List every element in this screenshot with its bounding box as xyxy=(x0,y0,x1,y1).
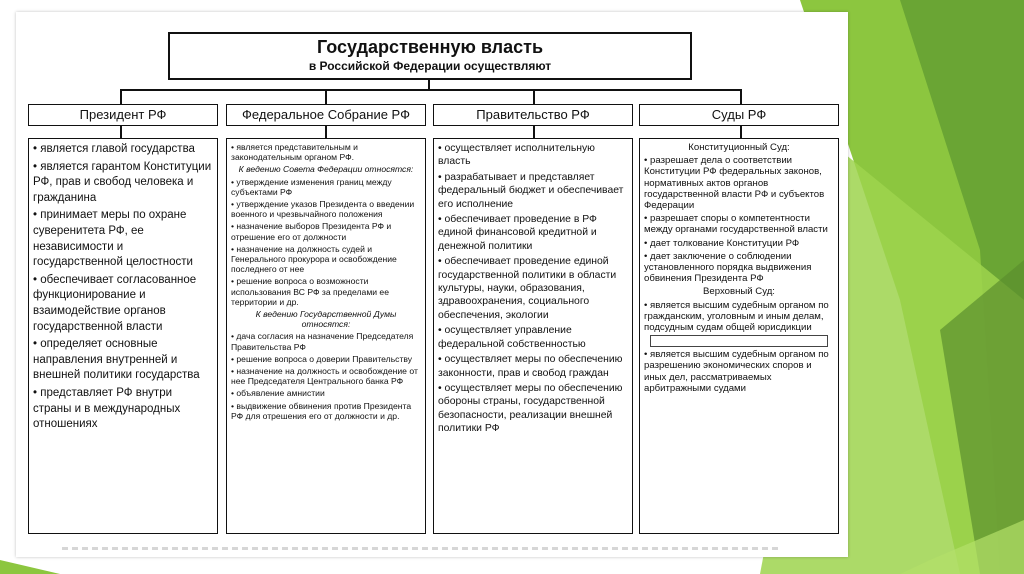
list-item: • выдвижение обвинения против Президента РФ для отрешения его от должности и др. xyxy=(231,400,412,421)
list-item: • разрабатывает и представляет федеральный бюджет и обеспечивает его исполнение xyxy=(438,171,624,210)
connector-horizontal xyxy=(120,89,740,91)
list-item: • является высшим судебным органом по разрешению экономических споров и иных дел, рассматриваемых арбитражными судами xyxy=(644,349,829,394)
constitutional-court-heading: Конституционный Суд: xyxy=(688,142,790,153)
connector-courts-body xyxy=(740,126,742,138)
blank-heading-box xyxy=(650,335,828,347)
list-item: • является представительным и законодательным органом РФ. xyxy=(231,142,358,163)
list-item: • представляет РФ внутри страны и в международных отношениях xyxy=(33,386,181,431)
list-item: • осуществляет управление федеральной собственностью xyxy=(438,325,586,350)
diagram-title-box xyxy=(168,32,692,80)
list-item: • является главой государства xyxy=(33,143,195,155)
faded-footer-text xyxy=(62,547,782,550)
list-item: • назначение на должность и освобождение от нее Председателя Центрального банка РФ xyxy=(231,366,418,387)
diagram-subtitle: в Российской Федерации осуществляют xyxy=(308,59,552,73)
connector-government xyxy=(533,89,535,105)
list-item: • обеспечивает проведение в РФ единой финансовой кредитной и денежной политики xyxy=(438,214,597,252)
list-item: • дает толкование Конституции РФ xyxy=(644,237,800,249)
heading-government: Правительство РФ xyxy=(433,104,633,126)
list-item: • разрешает дела о соответствии Конституции РФ федеральных законов, нормативных актов органов государственной власти РФ и субъектов Федерации xyxy=(644,155,825,212)
list-item: • назначение на должность судей и Генерального прокурора и освобождение последнего от нее xyxy=(231,243,397,275)
connector-assembly-body xyxy=(325,126,327,138)
list-item: • решение вопроса о доверии Правительству xyxy=(231,353,413,364)
list-item: • дает заключение о соблюдении установленного порядка выдвижения обвинения Президента РФ xyxy=(644,250,812,285)
list-item: • дача согласия на назначение Председателя Правительства РФ xyxy=(231,331,414,352)
list-item: • назначение выборов Президента РФ и отрешение его от должности xyxy=(231,221,392,242)
connector-courts xyxy=(740,89,742,105)
federal-assembly-powers-box xyxy=(226,138,426,534)
supreme-court-heading: Верховный Суд: xyxy=(703,286,775,298)
connector-president-body xyxy=(120,126,122,138)
list-item: • принимает меры по охране суверенитета РФ, ее независимости и государственной целостности xyxy=(33,209,193,269)
list-item: • осуществляет исполнительную власть xyxy=(438,143,595,168)
connector-government-body xyxy=(533,126,535,138)
list-item: • утверждение изменения границ между субъектами РФ xyxy=(231,176,392,197)
heading-president: Президент РФ xyxy=(28,104,218,126)
list-item: • утверждение указов Президента о введении военного и чрезвычайного положения xyxy=(231,199,415,220)
diagram-title: Государственную власть xyxy=(316,37,544,57)
list-item: • осуществляет меры по обеспечению законности, прав и свобод граждан xyxy=(438,354,623,379)
list-item: • объявление амнистии xyxy=(231,388,325,399)
courts-powers-box xyxy=(639,138,839,534)
government-powers-box xyxy=(433,138,633,534)
heading-courts: Суды РФ xyxy=(639,104,839,126)
list-item: • является гарантом Конституции РФ, прав и свобод человека и гражданина xyxy=(33,160,212,204)
state-duma-heading: К ведению Государственной Думы относятся: xyxy=(255,309,397,330)
president-powers-box xyxy=(28,138,218,534)
list-item: • разрешает споры о компетентности между органами государственной власти xyxy=(644,213,828,236)
heading-federal-assembly: Федеральное Собрание РФ xyxy=(226,104,426,126)
list-item: • решение вопроса о возможности использования ВС РФ за пределами ее территории и др. xyxy=(231,276,389,307)
connector-president xyxy=(120,89,122,105)
federation-council-heading: К ведению Совета Федерации относятся: xyxy=(238,164,414,175)
list-item: • обеспечивает проведение единой государственной политики в области культуры, науки, образования, здравоохранения, социального обеспечения, экологии xyxy=(438,256,617,321)
list-item: • обеспечивает согласованное функционирование и взаимодействие органов государственной власти xyxy=(33,273,197,333)
list-item: • определяет основные направления внутренней и внешней политики государства xyxy=(33,338,200,382)
list-item: • является высшим судебным органом по гражданским, уголовным и иным делам, подсудным судам общей юрисдикции xyxy=(644,299,829,334)
connector-assembly xyxy=(325,89,327,105)
list-item: • осуществляет меры по обеспечению обороны страны, государственной безопасности, реализации внешней политики РФ xyxy=(438,382,623,435)
